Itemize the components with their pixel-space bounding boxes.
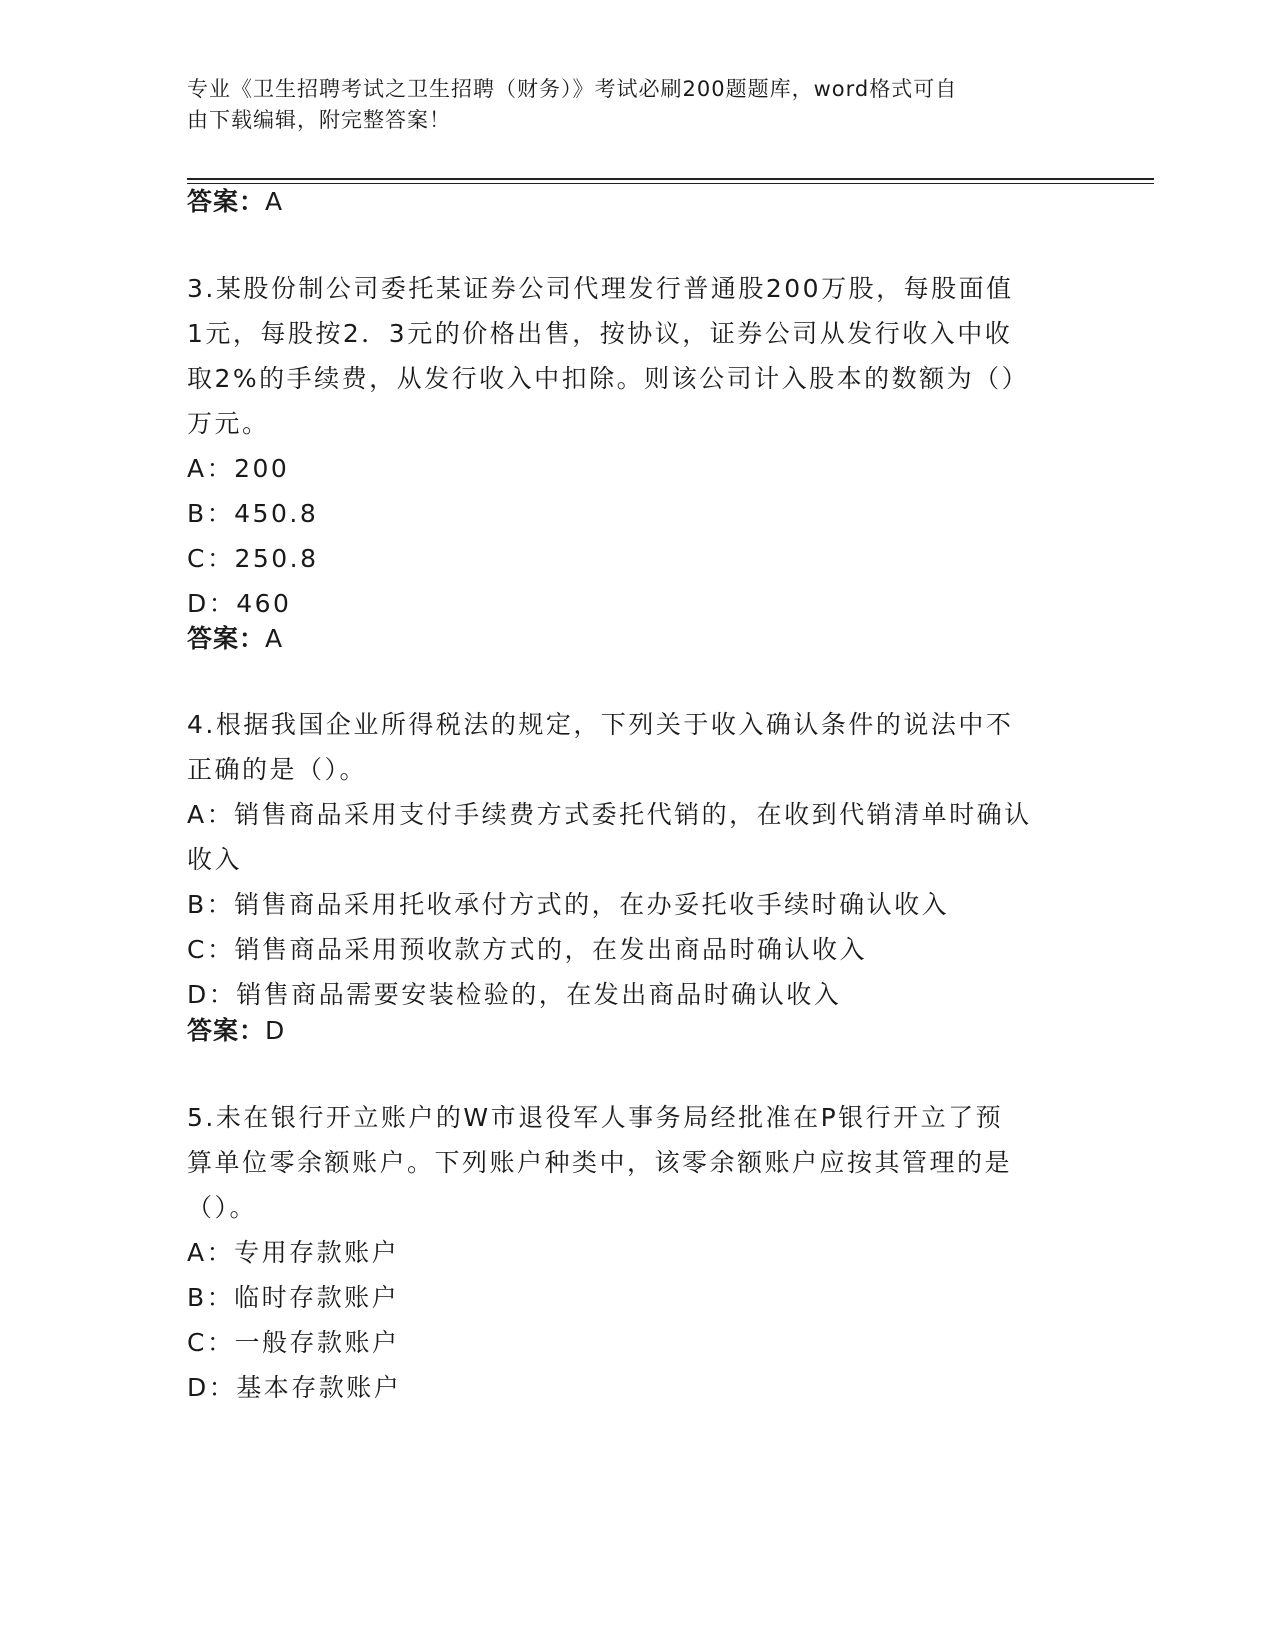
question-4-answer xyxy=(187,1008,285,1053)
question-stem-line: 3.某股份制公司委托某证券公司代理发行普通股200万股，每股面值 xyxy=(187,274,1014,303)
header-divider xyxy=(187,178,1154,180)
question-3 xyxy=(187,266,1067,626)
answer-value: A xyxy=(265,187,284,216)
question-stem-line: 5.未在银行开立账户的W市退役军人事务局经批准在P银行开立了预 xyxy=(187,1103,1004,1132)
question-stem-line: 取2%的手续费，从发行收入中扣除。则该公司计入股本的数额为（） xyxy=(187,364,1030,393)
option-a: A：销售商品采用支付手续费方式委托代销的，在收到代销清单时确认 xyxy=(187,800,1032,829)
question-stem-line: （）。 xyxy=(187,1193,258,1222)
question-4 xyxy=(187,702,1067,1017)
answer-label: 答案： xyxy=(187,624,266,653)
question-3-answer xyxy=(187,616,283,661)
option-c: C：250.8 xyxy=(187,544,319,573)
question-stem-line: 算单位零余额账户。下列账户种类中，该零余额账户应按其管理的是 xyxy=(187,1148,1013,1177)
option-a: A：200 xyxy=(187,454,290,483)
option-d: D：基本存款账户 xyxy=(187,1373,402,1402)
previous-answer xyxy=(187,179,283,224)
question-5 xyxy=(187,1095,1067,1410)
option-b: B：销售商品采用托收承付方式的，在办妥托收手续时确认收入 xyxy=(187,890,950,919)
header-line: 专业《卫生招聘考试之卫生招聘（财务）》考试必刷200题题库，word格式可自 xyxy=(187,77,958,101)
option-c: C：一般存款账户 xyxy=(187,1328,400,1357)
option-a-continued: 收入 xyxy=(187,845,243,874)
option-d: D：销售商品需要安装检验的，在发出商品时确认收入 xyxy=(187,980,842,1009)
option-d: D：460 xyxy=(187,589,292,618)
question-stem-line: 4.根据我国企业所得税法的规定，下列关于收入确认条件的说法中不 xyxy=(187,710,1014,739)
header-divider-thin xyxy=(187,183,1154,184)
option-b: B：临时存款账户 xyxy=(187,1283,400,1312)
option-c: C：销售商品采用预收款方式的，在发出商品时确认收入 xyxy=(187,935,867,964)
question-stem-line: 万元。 xyxy=(187,409,270,438)
answer-value: D xyxy=(265,1016,286,1045)
option-b: B：450.8 xyxy=(187,499,319,528)
option-a: A：专用存款账户 xyxy=(187,1238,400,1267)
answer-label: 答案： xyxy=(187,1016,266,1045)
document-header xyxy=(187,74,1067,136)
answer-label: 答案： xyxy=(187,187,266,216)
header-line: 由下载编辑，附完整答案！ xyxy=(187,108,451,132)
question-stem-line: 正确的是（）。 xyxy=(187,755,368,784)
answer-value: A xyxy=(265,624,284,653)
question-stem-line: 1元，每股按2．3元的价格出售，按协议，证券公司从发行收入中收 xyxy=(187,319,1013,348)
